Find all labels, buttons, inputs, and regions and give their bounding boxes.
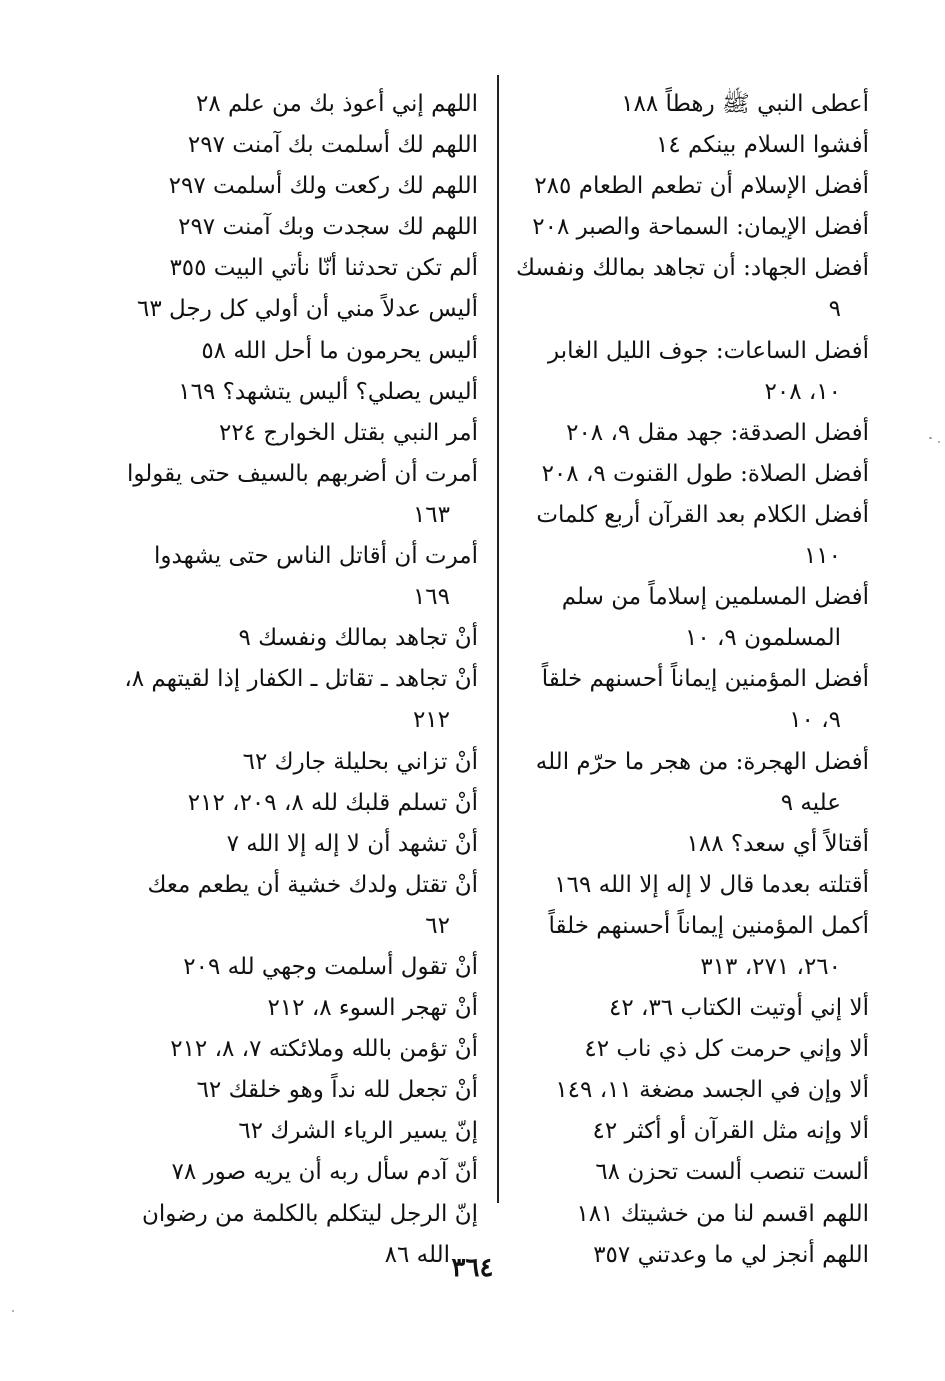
index-entry: أليس يصلي؟ أليس يتشهد؟ ١٦٩ — [178, 378, 478, 405]
index-entry: ألا وإنه مثل القرآن أو أكثر ٤٢ — [592, 1118, 869, 1145]
index-column-left — [118, 84, 478, 1276]
index-entry: اللهم لك أسلمت بك آمنت ٢٩٧ — [187, 132, 478, 159]
index-entry: اللهم لك سجدت وبك آمنت ٢٩٧ — [178, 214, 478, 241]
index-entry: أنْ تجاهد ـ تقاتل ـ الكفار إذا لقيتهم ٨، ٢١٢ — [124, 666, 478, 734]
index-entry: اللهم أنجز لي ما وعدتني ٣٥٧ — [593, 1241, 869, 1268]
index-entry: أنْ تقتل ولدك خشية أن يطعم معك ٦٢ — [147, 871, 478, 939]
scan-speck — [12, 1310, 14, 1312]
index-entry: أفضل الكلام بعد القرآن أربع كلمات ١١٠ — [536, 501, 869, 570]
index-entry: أنّ آدم سأل ربه أن يريه صور ٧٨ — [171, 1159, 478, 1186]
index-entry: اللهم إني أعوذ بك من علم ٢٨ — [196, 91, 478, 117]
index-entry: أفضل الإيمان: السماحة والصبر ٢٠٨ — [532, 214, 869, 241]
index-entry: اللهم لك ركعت ولك أسلمت ٢٩٧ — [168, 173, 478, 200]
index-entry: أقتالاً أي سعد؟ ١٨٨ — [686, 830, 869, 857]
index-entry: أكمل المؤمنين إيماناً أحسنهم خلقاً ٢٦٠، ٢٧١، ٣١٣ — [548, 912, 869, 980]
index-entry: أنْ تؤمن بالله وملائكته ٧، ٨، ٢١٢ — [170, 1036, 478, 1063]
index-entry: أنْ تهجر السوء ٨، ٢١٢ — [267, 995, 478, 1022]
index-entry: أنْ تقول أسلمت وجهي لله ٢٠٩ — [183, 953, 478, 980]
index-entry: أقتلته بعدما قال لا إله إلا الله ١٦٩ — [554, 871, 869, 898]
index-entry: أنْ تزاني بحليلة جارك ٦٢ — [242, 748, 478, 775]
index-entry: ألست تنصب ألست تحزن ٦٨ — [595, 1159, 869, 1186]
index-entry: أفضل الإسلام أن تطعم الطعام ٢٨٥ — [534, 173, 869, 200]
index-entry: أفضل الجهاد: أن تجاهد بمالك ونفسك ٩ — [515, 255, 869, 323]
index-entry: أعطى النبي ﷺ رهطاً ١٨٨ — [621, 91, 869, 117]
index-entry: أفضل الهجرة: من هجر ما حرّم الله عليه ٩ — [535, 748, 869, 816]
index-entry: أنْ تجعل لله نداً وهو خلقك ٦٢ — [196, 1077, 478, 1104]
index-entry: أمر النبي بقتل الخوارج ٢٢٤ — [218, 419, 478, 446]
index-entry: أفضل المسلمين إسلاماً من سلم المسلمون ٩، ١٠ — [561, 584, 869, 652]
index-entry: أفضل المؤمنين إيماناً أحسنهم خلقاً ٩، ١٠ — [541, 666, 869, 734]
index-entry: أفضل الصدقة: جهد مقل ٩، ٢٠٨ — [566, 419, 869, 446]
index-entry: أفشوا السلام بينكم ١٤ — [656, 132, 869, 159]
index-column-right — [515, 84, 869, 1276]
index-entry: أمرت أن أقاتل الناس حتى يشهدوا ١٦٩ — [154, 543, 478, 611]
index-entry: ألا وإني حرمت كل ذي ناب ٤٢ — [584, 1036, 869, 1063]
index-entry: ألا إني أوتيت الكتاب ٣٦، ٤٢ — [608, 995, 869, 1022]
index-entry: أمرت أن أضربهم بالسيف حتى يقولوا ١٦٣ — [126, 460, 478, 528]
index-entry: أليس يحرمون ما أحل الله ٥٨ — [201, 337, 478, 364]
index-entry: أنْ تشهد أن لا إله إلا الله ٧ — [226, 830, 478, 857]
index-entry: أليس عدلاً مني أن أولي كل رجل ٦٣ — [137, 296, 478, 323]
index-entry: أفضل الصلاة: طول القنوت ٩، ٢٠٨ — [541, 460, 869, 487]
index-entry: ألم تكن تحدثنا أنّا نأتي البيت ٣٥٥ — [169, 255, 478, 282]
index-entry: اللهم اقسم لنا من خشيتك ١٨١ — [576, 1200, 869, 1227]
page-number: ٣٦٤ — [451, 1253, 494, 1283]
index-entry: أنْ تسلم قلبك لله ٨، ٢٠٩، ٢١٢ — [187, 789, 478, 816]
index-entry: أفضل الساعات: جوف الليل الغابر ١٠، ٢٠٨ — [548, 337, 869, 405]
index-entry: إنّ يسير الرياء الشرك ٦٢ — [238, 1118, 478, 1145]
index-entry: أنْ تجاهد بمالك ونفسك ٩ — [238, 625, 478, 652]
scan-speck — [929, 437, 932, 439]
scan-speck — [938, 441, 940, 443]
column-divider — [497, 75, 499, 1203]
index-entry: إنّ الرجل ليتكلم بالكلمة من رضوان الله ٨٦ — [141, 1200, 478, 1268]
index-entry: ألا وإن في الجسد مضغة ١١، ١٤٩ — [555, 1077, 869, 1104]
